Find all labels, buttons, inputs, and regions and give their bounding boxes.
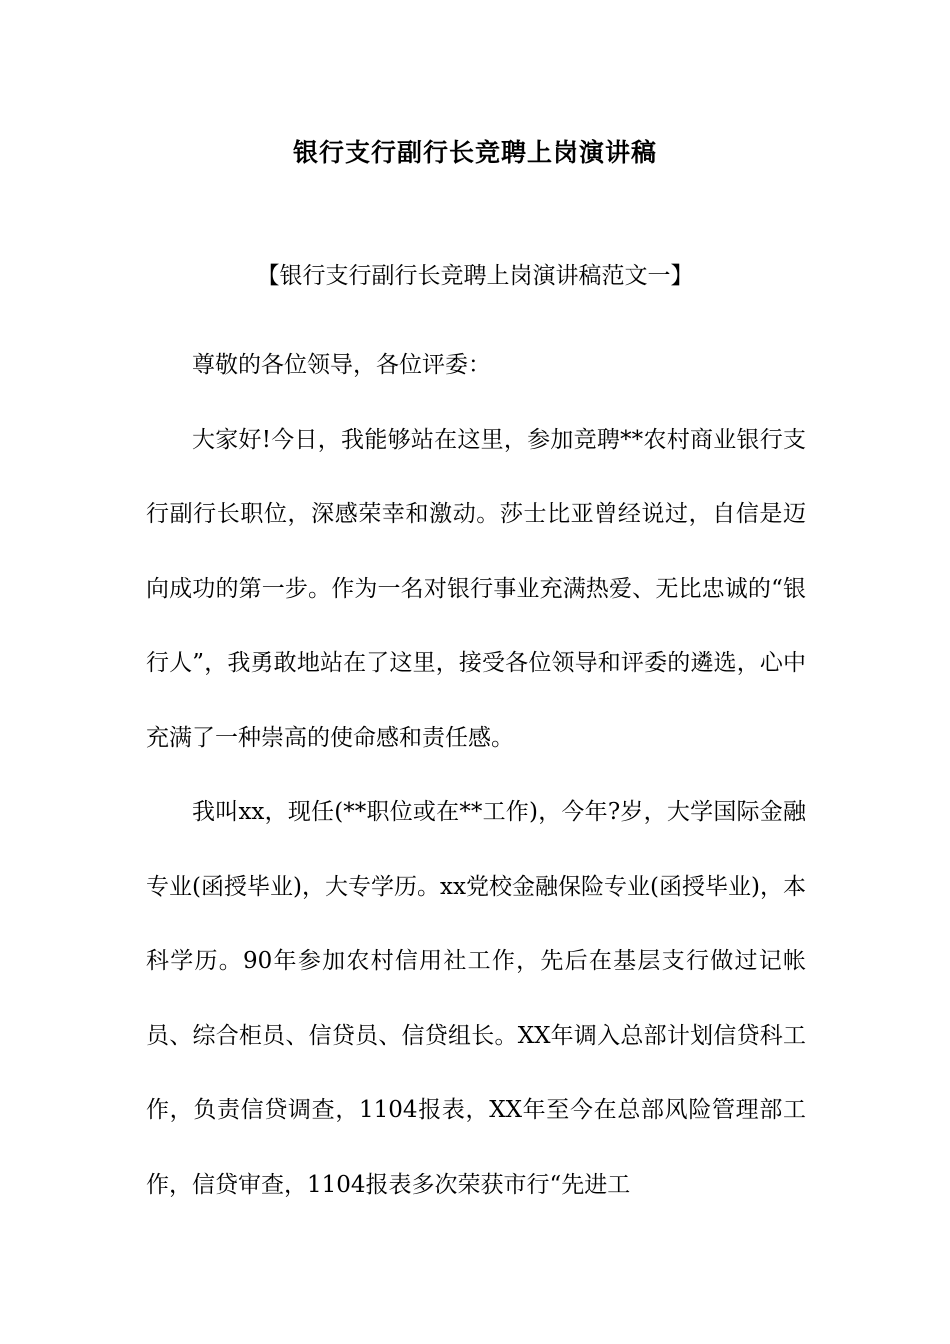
paragraph-greeting: 尊敬的各位领导，各位评委： xyxy=(192,352,491,378)
paragraph-background: 我叫xx，现任(**职位或在**工作)，今年?岁，大学国际金融专业(函授毕业)，大专学历。xx党校金融保险专业(函授毕业)，本科学历。90年参加农村信用社工作，先后在基层支行做过记帐员、综合柜员、信贷员、信贷组长。XX年调入总部计划信贷科工作，负责信贷调查，1104报表，XX年至今在总部风险管理部工作，信贷审查，1104报表多次荣获市行“先进工 xyxy=(146,799,806,1198)
document-title: 银行支行副行长竞聘上岗演讲稿 xyxy=(292,138,657,167)
document-subtitle: 【银行支行副行长竞聘上岗演讲稿范文一】 xyxy=(256,263,694,289)
paragraph-introduction: 大家好!今日，我能够站在这里，参加竞聘**农村商业银行支行副行长职位，深感荣幸和激动。莎士比亚曾经说过，自信是迈向成功的第一步。作为一名对银行事业充满热爱、无比忠诚的“银行人”，我勇敢地站在了这里，接受各位领导和评委的遴选，心中充满了一种崇高的使命感和责任感。 xyxy=(146,426,806,751)
document-body xyxy=(146,328,806,1222)
